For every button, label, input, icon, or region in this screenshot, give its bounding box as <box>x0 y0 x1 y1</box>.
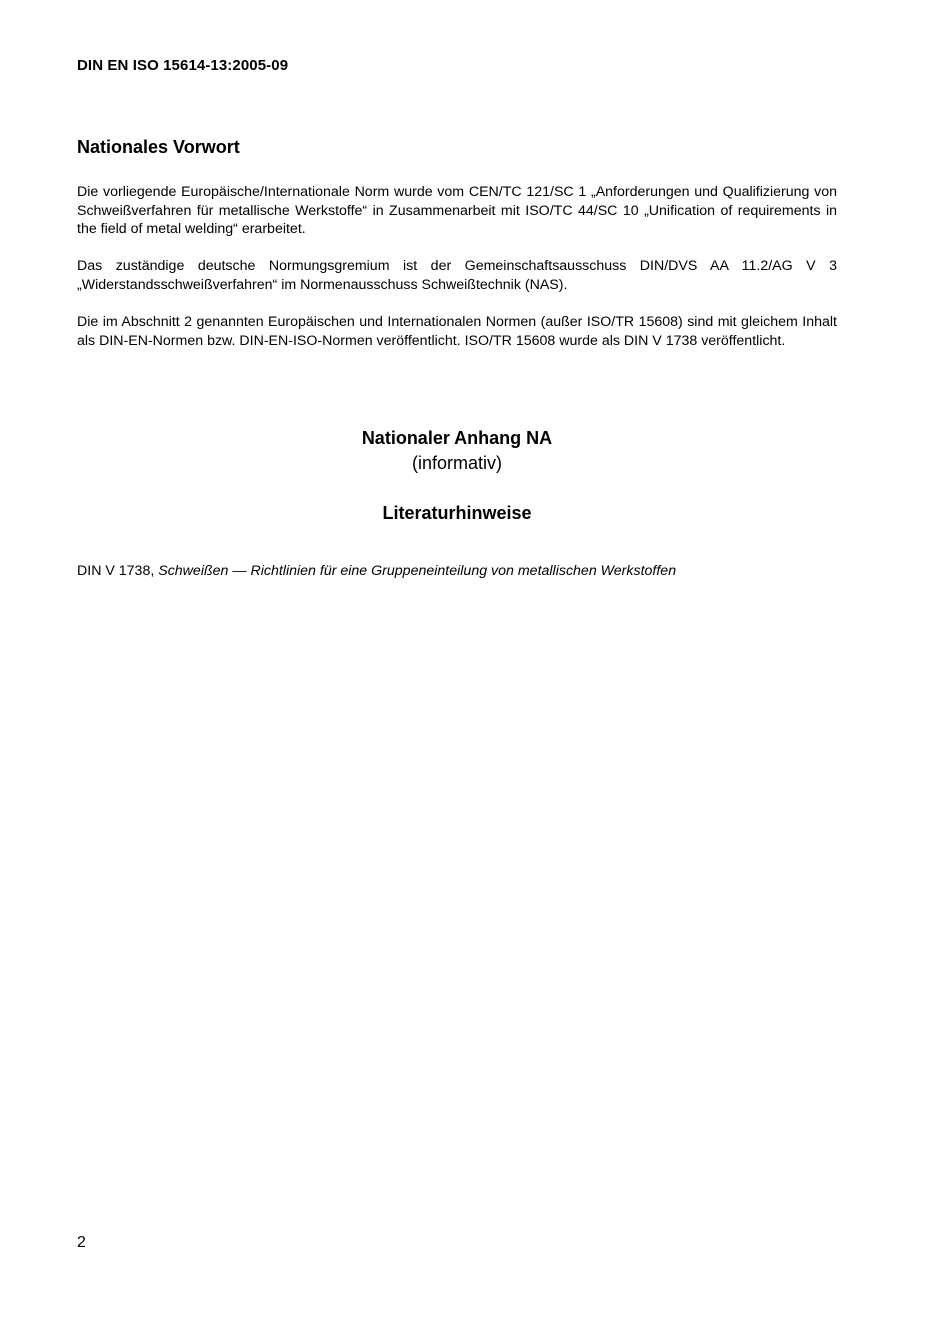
annex-subtitle: (informativ) <box>411 453 502 473</box>
annex-title: Nationaler Anhang NA <box>361 428 553 448</box>
page-number: 2 <box>77 1234 86 1251</box>
foreword-paragraph-2: Das zuständige deutsche Normungsgremium ist der Gemeinschaftsausschuss DIN/DVS AA 11.2/AG V 3 „Widerstandsschweißverfahren“ im Normenausschuss Schweißtechnik (NAS). <box>77 258 837 293</box>
reference-code: DIN V 1738, <box>77 563 159 579</box>
reference-title: Schweißen — Richtlinien für eine Gruppeneinteilung von metallischen Werkstoffen <box>158 563 677 579</box>
document-id-header: DIN EN ISO 15614-13:2005-09 <box>77 57 289 74</box>
literature-reference <box>77 563 676 579</box>
literature-title: Literaturhinweise <box>382 503 532 523</box>
foreword-paragraph-3: Die im Abschnitt 2 genannten Europäischen und Internationalen Normen (außer ISO/TR 15608) sind mit gleichem Inhalt als DIN-EN-Normen bzw. DIN-EN-ISO-Normen veröffentlicht. ISO/TR 15608 wurde als DIN V 1738 veröffentlicht. <box>77 314 837 349</box>
foreword-title: Nationales Vorwort <box>77 137 240 157</box>
foreword-paragraph-1: Die vorliegende Europäische/Internationale Norm wurde vom CEN/TC 121/SC 1 „Anforderungen und Qualifizierung von Schweißverfahren für metallische Werkstoffe“ in Zusammenarbeit mit ISO/TC 44/SC 10 „Unification of requirements in the field of metal welding“ erarbeitet. <box>77 184 837 237</box>
